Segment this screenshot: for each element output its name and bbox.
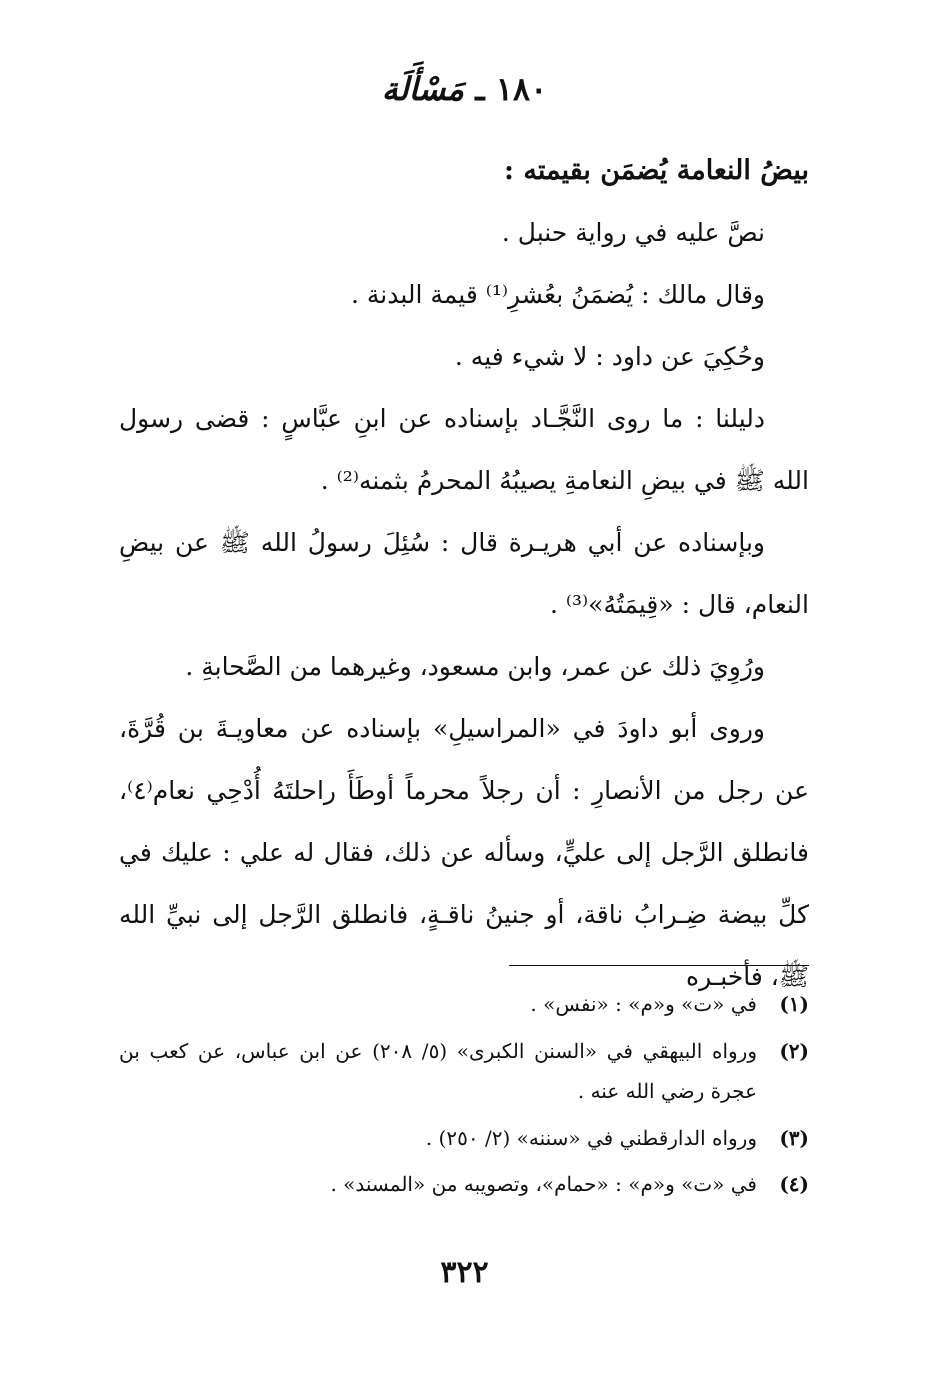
footnote-number: (٣): [779, 1126, 809, 1150]
section-heading: بيضُ النعامة يُضمَن بقيمته :: [503, 155, 809, 186]
page-number: ٣٢٢: [440, 1255, 489, 1290]
issue-number: ١٨٠: [495, 70, 548, 108]
issue-title: [0, 70, 929, 108]
main-text: [119, 140, 809, 1008]
paragraph: وروى أبو داودَ في «المراسيلِ» بإسناده عن معاويـةَ بن قُرَّةَ، عن رجل من الأنصارِ : أن رجلاً محرماً أوطَأَ راحلتَهُ أُدْحِي نعام⁽٤⁾، فانطلق الرَّجل إلى عليٍّ، وسأله عن ذلك، فقال له علي : عليك في كلِّ بيضة ضِـرابُ ناقة، أو جنينُ ناقـةٍ، فانطلق الرَّجل إلى نبيِّ الله ﷺ، فأخبـره: [119, 714, 809, 991]
footnote-text: في «ت» و«م» : «نفس» .: [530, 992, 757, 1016]
issue-separator: ـ: [475, 70, 485, 108]
footnotes: [119, 985, 809, 1211]
footnote: [119, 1165, 809, 1203]
paragraph: نصَّ عليه في رواية حنبل .: [501, 218, 765, 247]
issue-label: مَسْأَلَة: [381, 70, 465, 108]
footnote-separator: [509, 965, 809, 966]
footnote-text: ورواه البيهقي في «السنن الكبرى» (٥/ ٢٠٨) عن ابن عباس، عن كعب بن عجرة رضي الله عنه .: [119, 1039, 757, 1103]
footnote: [119, 1119, 809, 1157]
paragraph: وحُكِيَ عن داود : لا شيء فيه .: [454, 342, 765, 371]
footnote-number: (١): [779, 992, 809, 1016]
footnote-number: (٤): [779, 1172, 809, 1196]
footnote-number: (٢): [779, 1039, 809, 1063]
footnote: [119, 985, 809, 1023]
paragraph: دليلنا : ما روى النَّجَّـاد بإسناده عن ابنِ عبَّاسٍ : قضى رسول الله ﷺ في بيضِ النعامةِ يصيبُهُ المحرمُ بثمنه⁽²⁾ .: [119, 404, 809, 495]
paragraph: ورُوِيَ ذلك عن عمر، وابن مسعود، وغيرهما من الصَّحابةِ .: [185, 652, 765, 681]
footnote-text: ورواه الدارقطني في «سننه» (٢/ ٢٥٠) .: [425, 1126, 757, 1150]
paragraph: وقال مالك : يُضمَنُ بعُشرِ⁽¹⁾ قيمة البدنة .: [351, 280, 765, 309]
paragraph: وبإسناده عن أبي هريـرة قال : سُئِلَ رسولُ الله ﷺ عن بيضِ النعام، قال : «قِيمَتُهُ»⁽³⁾ .: [119, 528, 809, 619]
footnote: [119, 1031, 809, 1111]
footnote-text: في «ت» و«م» : «حمام»، وتصويبه من «المسند» .: [330, 1172, 757, 1196]
